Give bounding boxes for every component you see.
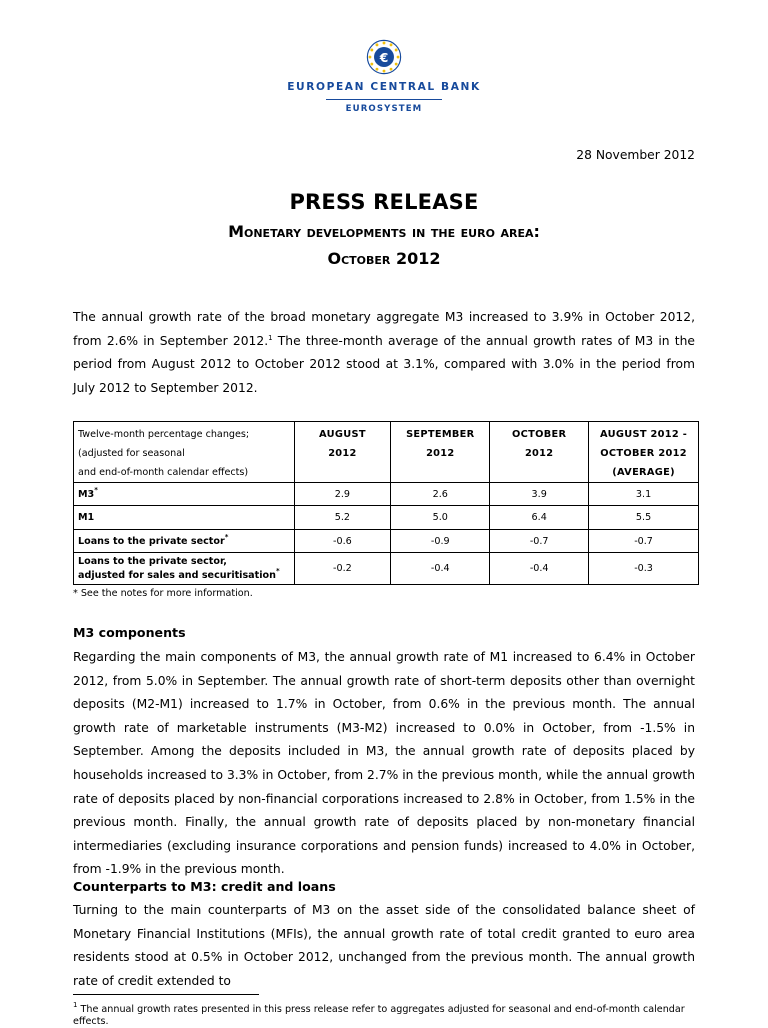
table-label-line: and end-of-month calendar effects) — [78, 467, 249, 478]
m3-components-paragraph: Regarding the main components of M3, the annual growth rate of M1 increased to 6.4% in October 2012, from 5.0% in September. The annual growth rate of short-term deposits other than overnight deposits (M2-M1) increased to 1.7% in October, from 0.6% in the previous month. The annual growth rate of marketable instruments (M3-M2) increased to 0.0% in October, from -1.5% in September. Among the deposits included in M3, the annual growth rate of deposits placed by households increased to 3.3% in October, from 2.7% in the previous month, while the annual growth rate of deposits placed by non-financial corporations increased to 2.8% in October, from 1.5% in the previous month. Finally, the annual growth rate of deposits placed by non-monetary financial intermediaries (excluding insurance corporations and pension funds) increased to 4.0% in October, from -1.9% in the previous month. — [73, 650, 695, 877]
table-cell: 6.4 — [490, 506, 589, 530]
table-cell: -0.3 — [589, 553, 699, 585]
row-label-text: Loans to the private sector — [78, 535, 225, 547]
table-cell: 5.2 — [294, 506, 391, 530]
column-header-line: AUGUST 2012 - — [600, 429, 688, 440]
table-cell: 5.0 — [391, 506, 490, 530]
row-label-sup: * — [94, 485, 98, 494]
row-label-line-2 — [78, 566, 290, 583]
row-label — [74, 483, 295, 506]
table-row — [74, 553, 699, 585]
row-label — [74, 506, 295, 530]
row-label-text: M1 — [78, 512, 95, 523]
intro-paragraph — [73, 306, 695, 400]
table-cell: -0.2 — [294, 553, 391, 585]
footnote-ref[interactable]: 1 — [268, 333, 273, 342]
footnote-mark: 1 — [73, 1001, 78, 1009]
table-cell: -0.6 — [294, 530, 391, 553]
table-cell: -0.7 — [490, 530, 589, 553]
row-label — [74, 530, 295, 553]
table-cell: -0.4 — [490, 553, 589, 585]
row-label-text: Loans to the private sector, — [78, 555, 227, 567]
page-title: PRESS RELEASE — [289, 190, 479, 214]
logo-divider — [326, 99, 442, 100]
eurosystem-label: EUROSYSTEM — [345, 104, 423, 114]
intro-text-2: The three-month average of the annual growth rates of M3 in the period from August 2012 to October 2012 stood at 3.1%, compared with 3.0% in the period from July 2012 to September 2012. — [73, 333, 695, 395]
table-header-label — [74, 422, 295, 483]
column-header-line: OCTOBER 2012 — [600, 448, 687, 459]
footnote — [73, 1001, 699, 1028]
table-row — [74, 506, 699, 530]
release-date: 28 November 2012 — [576, 148, 695, 162]
section-heading-m3: M3 components — [73, 625, 186, 640]
column-header-line: 2012 — [328, 448, 357, 459]
column-header-line: (AVERAGE) — [612, 467, 675, 478]
section-heading-counterparts: Counterparts to M3: credit and loans — [73, 879, 336, 894]
table-cell: -0.4 — [391, 553, 490, 585]
column-header-average — [589, 422, 699, 483]
row-label-sup: * — [275, 566, 280, 575]
table-cell: 2.6 — [391, 483, 490, 506]
table-cell: 3.1 — [589, 483, 699, 506]
title-block — [0, 190, 768, 268]
column-header-line: 2012 — [524, 448, 554, 459]
footnote-text: The annual growth rates presented in this press release refer to aggregates adjusted for seasonal and end-of-month calendar effects. — [73, 1004, 685, 1027]
column-header-line: OCTOBER — [512, 429, 567, 440]
table-note: * See the notes for more information. — [73, 588, 253, 599]
row-label-text: adjusted for sales and securitisation — [78, 569, 276, 581]
table-cell: 3.9 — [490, 483, 589, 506]
table-cell: 2.9 — [294, 483, 391, 506]
table-label-line: Twelve-month percentage changes; — [78, 429, 250, 440]
counterparts-paragraph: Turning to the main counterparts of M3 on the asset side of the consolidated balance sheet of Monetary Financial Institutions (MFIs), the annual growth rate of total credit granted to euro area residents stood at 0.5% in October 2012, unchanged from the previous month. The annual growth rate of credit extended to — [73, 903, 695, 988]
column-header-october — [490, 422, 589, 483]
svg-text:€: € — [379, 50, 389, 65]
row-label — [74, 553, 295, 585]
table-header-row — [74, 422, 699, 483]
column-header-line: SEPTEMBER — [406, 429, 475, 440]
column-header-line: AUGUST — [319, 429, 366, 440]
subtitle-line-1: Monetary developments in the euro area: — [228, 222, 540, 241]
column-header-september — [391, 422, 490, 483]
ecb-logo — [0, 38, 768, 114]
column-header-august — [294, 422, 391, 483]
column-header-line: 2012 — [426, 448, 455, 459]
footnote-divider — [73, 994, 259, 995]
growth-rates-table-wrap — [73, 421, 699, 599]
table-cell: -0.7 — [589, 530, 699, 553]
bank-name: EUROPEAN CENTRAL BANK — [287, 81, 481, 93]
table-label-line: (adjusted for seasonal — [78, 448, 185, 459]
ecb-euro-stars-icon — [365, 38, 403, 76]
row-label-sup: * — [224, 532, 229, 541]
table-cell: 5.5 — [589, 506, 699, 530]
table-cell: -0.9 — [391, 530, 490, 553]
row-label-text: M3 — [78, 488, 95, 500]
growth-rates-table — [73, 421, 699, 585]
intro-text-1: The annual growth rate of the broad monetary aggregate M3 increased to 3.9% in October 2012, from 2.6% in September 2012. — [73, 310, 695, 348]
table-row — [74, 483, 699, 506]
table-row — [74, 530, 699, 553]
subtitle-line-2: October 2012 — [327, 249, 441, 268]
